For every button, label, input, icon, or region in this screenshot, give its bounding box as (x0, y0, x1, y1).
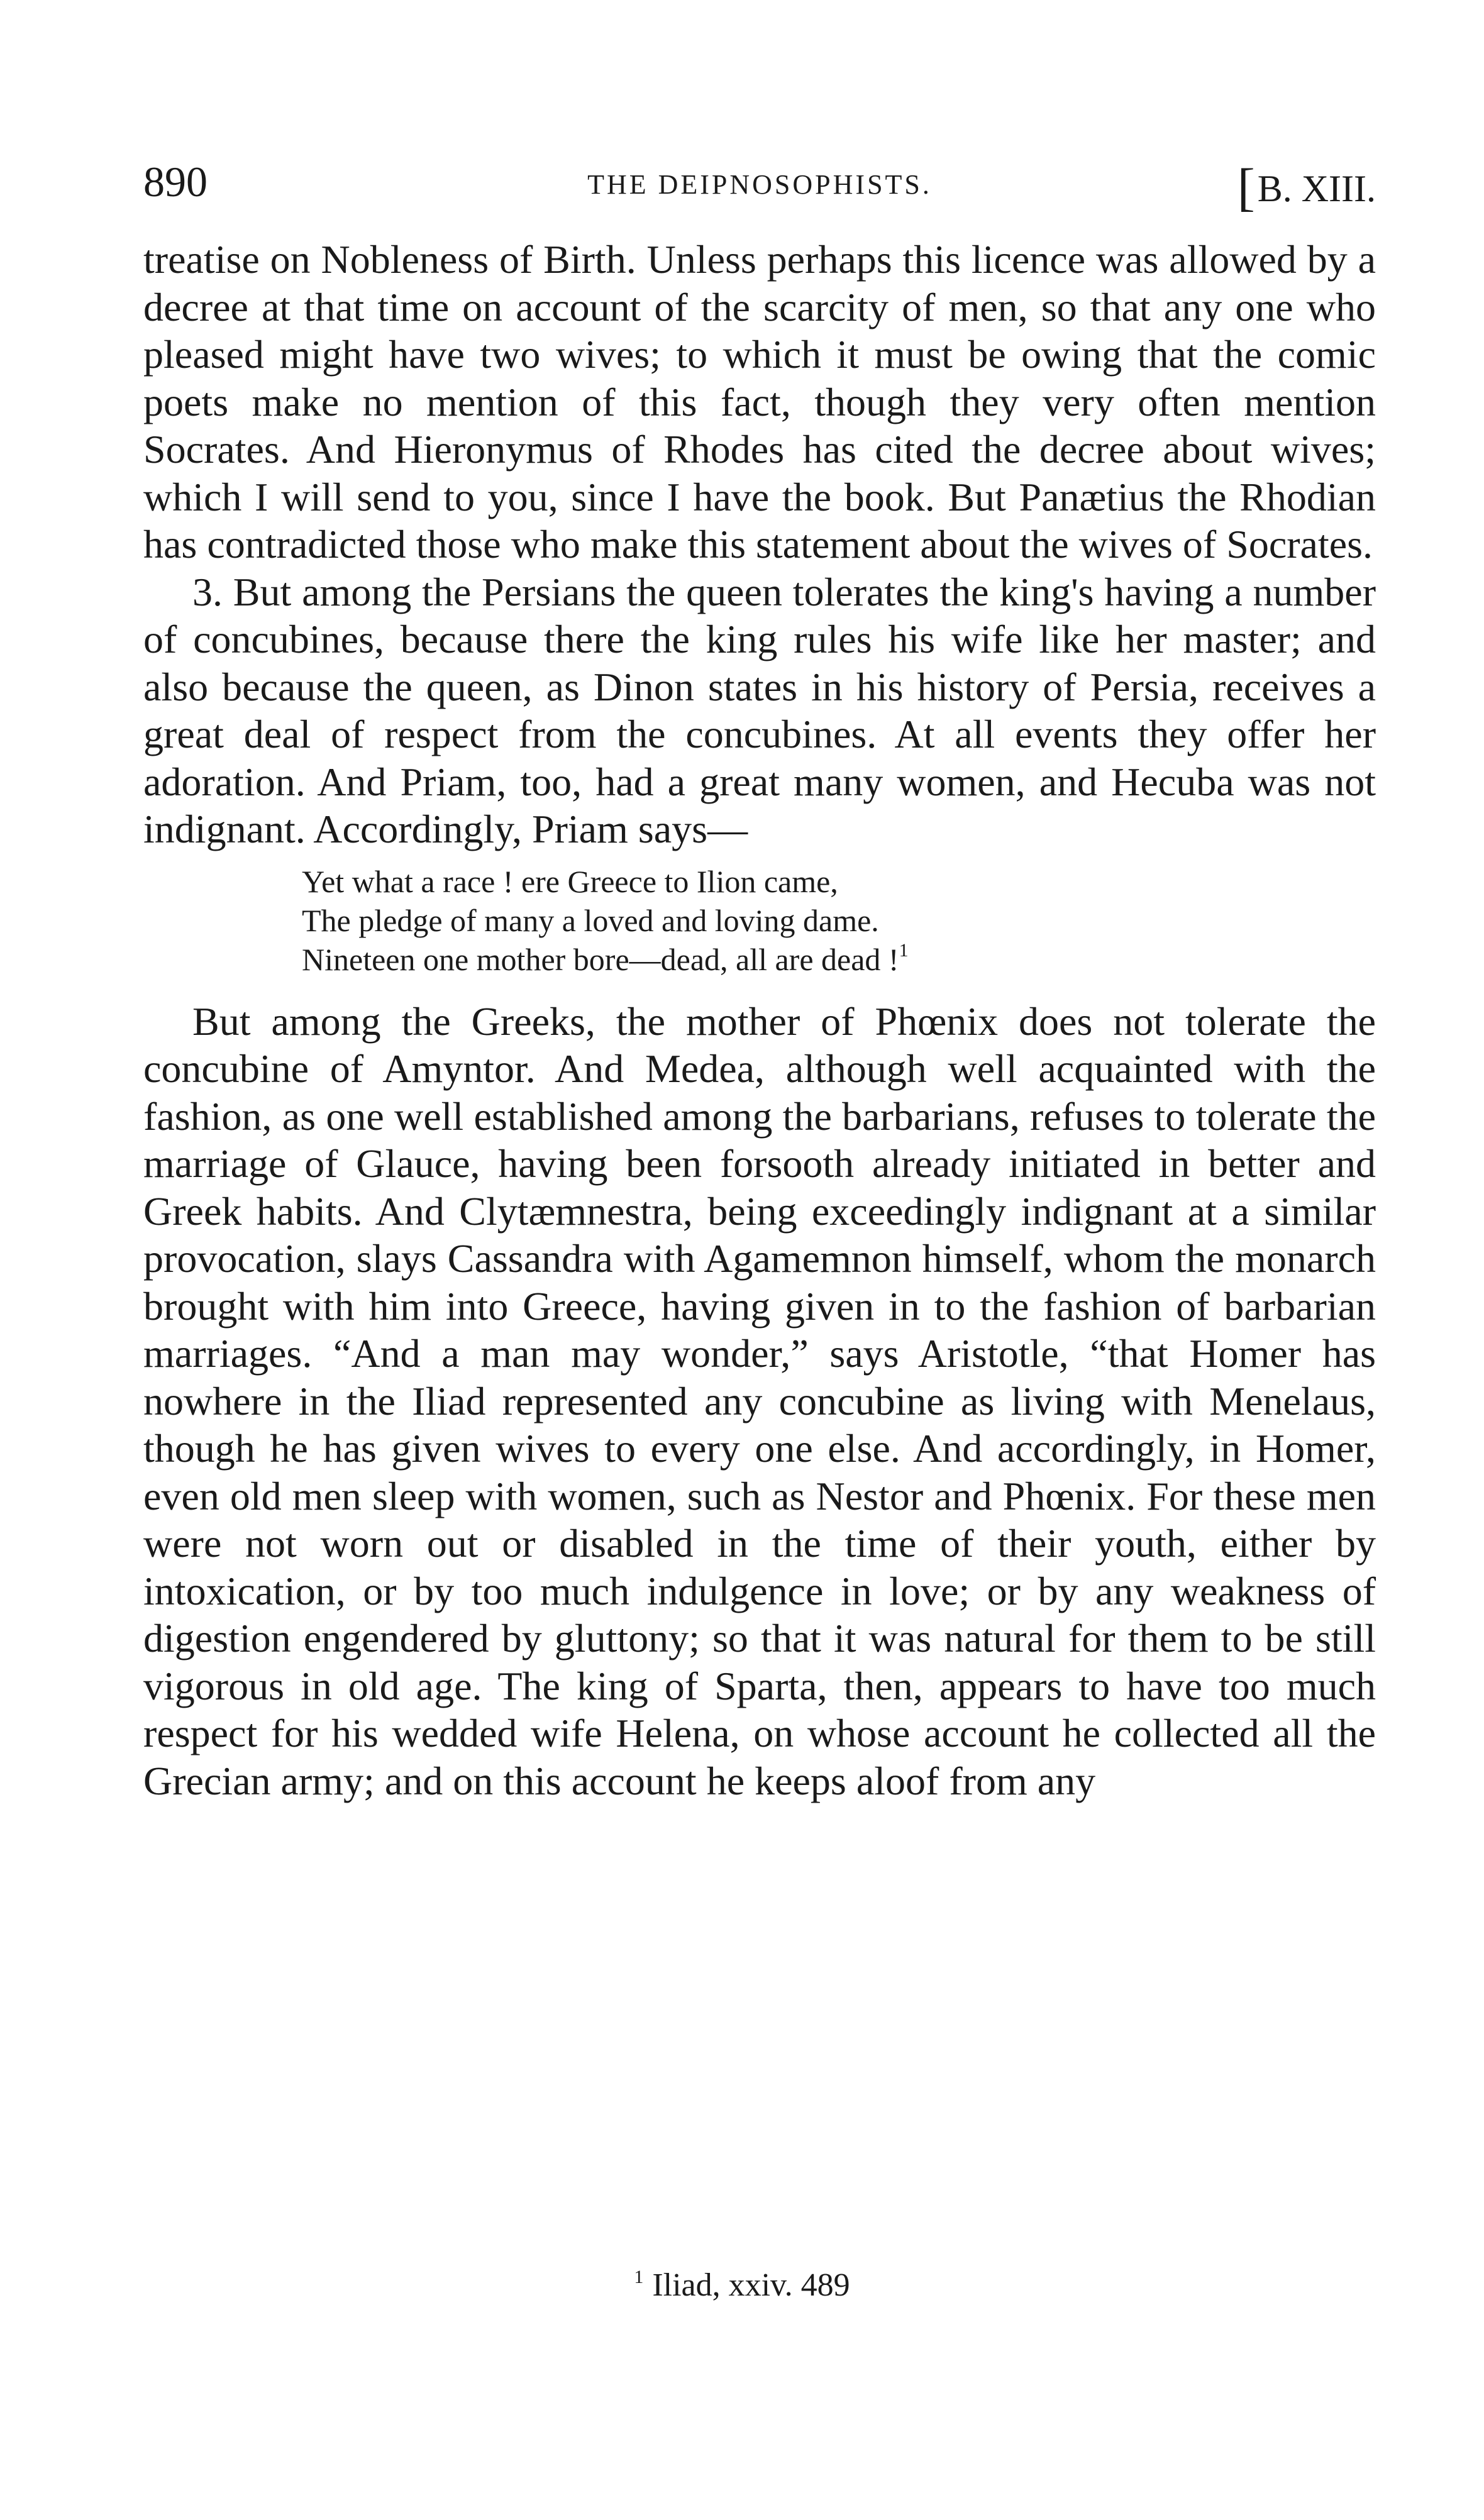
body-text (143, 236, 1376, 1804)
paragraph-section-3: 3. But among the Persians the queen tolerates the king's having a number of concubines, because there the king rules his wife like her master; and also because the queen, as Dinon states in his history of Persia, receives a great deal of respect from the concubines. At all events they offer her adoration. And Priam, too, had a great many women, and Hecuba was not indignant. Accordingly, Priam says— (143, 569, 1376, 851)
page-number: 890 (143, 158, 208, 206)
paragraph-continued: treatise on Nobleness of Birth. Unless perhaps this licence was allowed by a decree at that time on account of the scarcity of men, so that any one who pleased might have two wives; to which it must be owing that the comic poets make no mention of this fact, though they very often mention Socrates. And Hieronymus of Rhodes has cited the decree about wives; which I will send to you, since I have the book. But Panætius the Rhodian has contradicted those who make this statement about the wives of Socrates. (143, 237, 1376, 566)
verse-line-2: The pledge of many a loved and loving dame. (302, 902, 879, 938)
verse-line-1: Yet what a race ! ere Greece to Ilion came, (302, 863, 838, 899)
book-bracket: [ (1237, 158, 1255, 217)
verse-line-3 (302, 940, 1376, 979)
verse-quotation (302, 862, 1376, 979)
running-title: THE DEIPNOSOPHISTS. (587, 169, 932, 200)
book-label (1238, 157, 1376, 218)
footnote-text: Iliad, xxiv. 489 (652, 2267, 850, 2303)
verse-line-3-text: Nineteen one mother bore—dead, all are dead ! (302, 941, 899, 977)
book-label-text: B. XIII. (1257, 168, 1376, 209)
footnote-reference: 1 (899, 939, 909, 961)
running-head (143, 157, 1376, 217)
footnote-mark: 1 (634, 2267, 644, 2287)
paragraph-after-verse: But among the Greeks, the mother of Phœnix does not tolerate the concubine of Amyntor. And Medea, although well acquainted with the fashion, as one well established among the barbarians, refuses to tolerate the marriage of Glauce, having been forsooth already initiated in better and Greek habits. And Clytæmnestra, being exceedingly indignant at a similar provocation, slays Cassandra with Agamemnon himself, whom the monarch brought with him into Greece, having given in to the fashion of barbarian marriages. “And a man may wonder,” says Aristotle, “that Homer has nowhere in the Iliad represented any concubine as living with Menelaus, though he has given wives to every one else. And accordingly, in Homer, even old men sleep with women, such as Nestor and Phœnix. For these men were not worn out or disabled in the time of their youth, either by intoxication, or by too much indulgence in love; or by any weakness of digestion engendered by gluttony; so that it was natural for them to be still vigorous in old age. The king of Sparta, then, appears to have too much respect for his wedded wife Helena, on whose account he collected all the Grecian army; and on this account he keeps aloof from any (143, 998, 1376, 1803)
footnote (0, 2267, 1484, 2304)
